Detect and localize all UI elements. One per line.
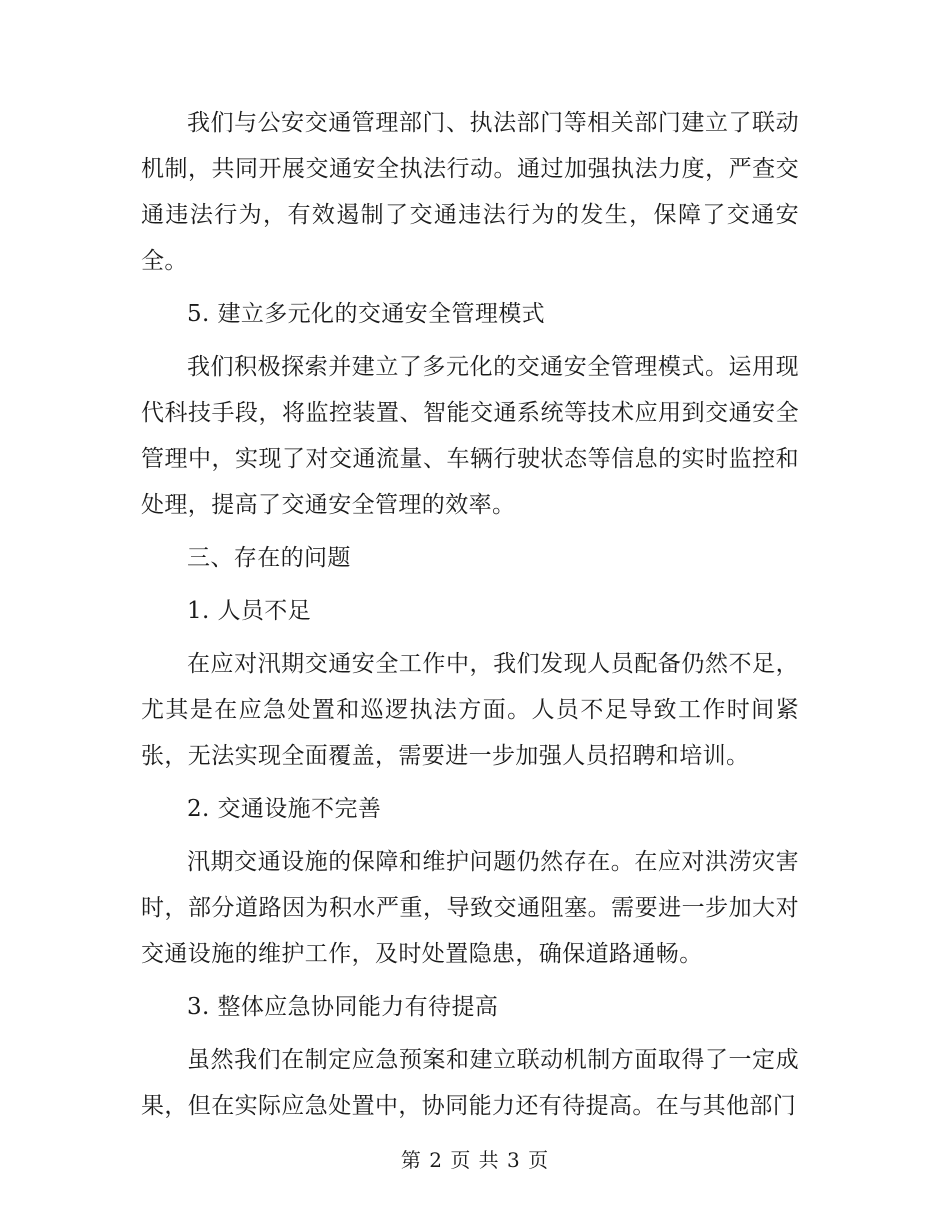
heading-diversified-management: 5. 建立多元化的交通安全管理模式	[187, 301, 546, 327]
paragraph-facilities: 汛期交通设施的保障和维护问题仍然存在。在应对洪涝灾害时，部分道路因为积水严重，导致交通阻塞。需要进一步加大对交通设施的维护工作，及时处置隐患，确保道路通畅。	[141, 849, 799, 967]
heading-facilities: 2. 交通设施不完善	[187, 796, 382, 822]
paragraph-joint-enforcement: 我们与公安交通管理部门、执法部门等相关部门建立了联动机制，共同开展交通安全执法行动。通过加强执法力度，严查交通违法行为，有效遏制了交通违法行为的发生，保障了交通安全。	[141, 110, 799, 274]
paragraph-coordination: 虽然我们在制定应急预案和建立联动机制方面取得了一定成果，但在实际应急处置中，协同能力还有待提高。在与其他部门	[141, 1047, 799, 1119]
heading-coordination: 3. 整体应急协同能力有待提高	[187, 994, 499, 1020]
paragraph-diversified-management: 我们积极探索并建立了多元化的交通安全管理模式。运用现代科技手段，将监控装置、智能交通系统等技术应用到交通安全管理中，实现了对交通流量、车辆行驶状态等信息的实时监控和处理，提高了交通安全管理的效率。	[141, 354, 799, 518]
heading-staff-shortage: 1. 人员不足	[187, 598, 312, 624]
page-number-footer: 第 2 页 共 3 页	[400, 1148, 550, 1172]
document-body	[141, 100, 799, 1136]
paragraph-staff-shortage: 在应对汛期交通安全工作中，我们发现人员配备仍然不足，尤其是在应急处置和巡逻执法方面。人员不足导致工作时间紧张，无法实现全面覆盖，需要进一步加强人员招聘和培训。	[141, 651, 799, 769]
heading-existing-problems: 三、存在的问题	[187, 545, 351, 571]
